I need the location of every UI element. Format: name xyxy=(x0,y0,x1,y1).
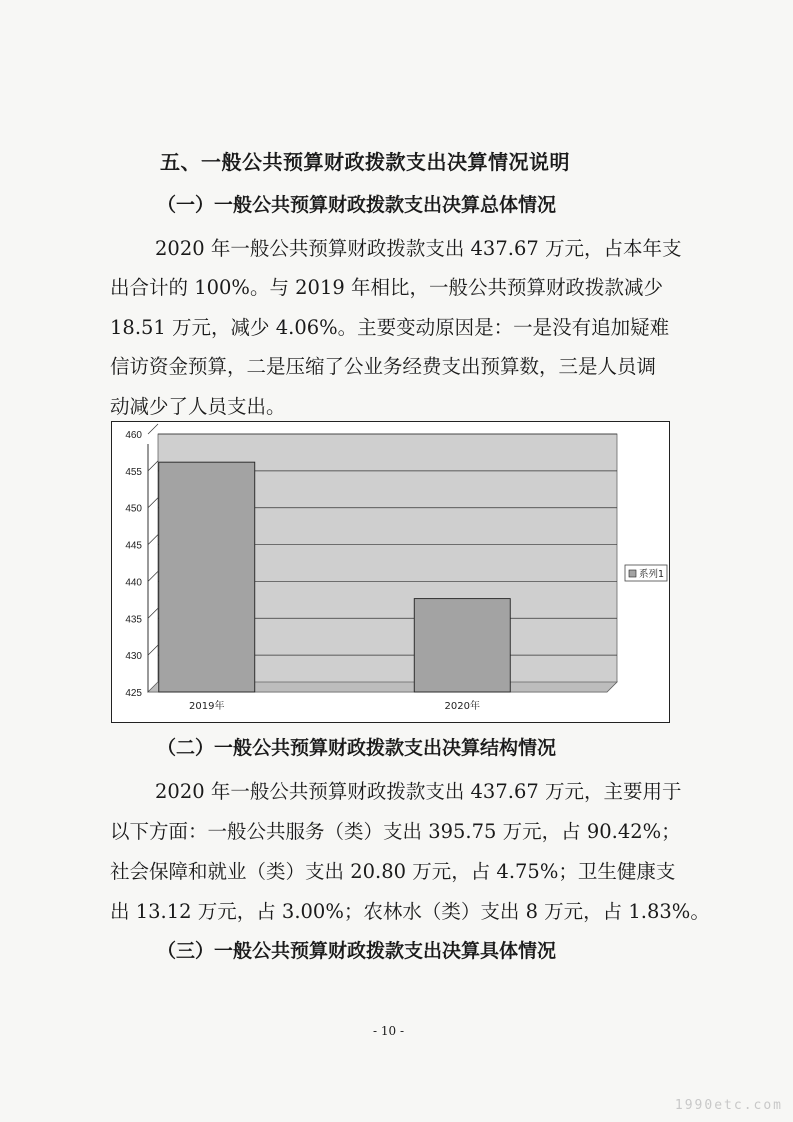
paragraph-line: 出 13.12 万元，占 3.00%；农林水（类）支出 8 万元，占 1.83%。 xyxy=(110,900,710,923)
bar xyxy=(414,599,510,692)
y-tick-label: 450 xyxy=(125,503,142,515)
y-tick-label: 435 xyxy=(125,614,142,626)
y-tick-label: 440 xyxy=(125,577,142,589)
legend-label: 系列1 xyxy=(639,569,665,580)
x-tick-label: 2019年 xyxy=(189,701,225,712)
bar xyxy=(159,462,255,692)
watermark: 1990etc.com xyxy=(674,1098,783,1113)
paragraph-line: 动减少了人员支出。 xyxy=(110,395,286,418)
y-tick-label: 425 xyxy=(125,688,142,699)
y-tick-label: 445 xyxy=(125,540,142,552)
legend-swatch xyxy=(629,570,636,577)
y-tick-label: 455 xyxy=(125,466,142,478)
paragraph-line: 18.51 万元，减少 4.06%。主要变动原因是：一是没有追加疑难 xyxy=(110,316,670,339)
gridline xyxy=(148,535,158,545)
expenditure-bar-chart xyxy=(111,421,670,723)
gridline xyxy=(148,571,158,581)
section-heading: 五、一般公共预算财政拨款支出决算情况说明 xyxy=(160,150,570,174)
gridline xyxy=(148,498,158,508)
paragraph-line: 出合计的 100%。与 2019 年相比，一般公共预算财政拨款减少 xyxy=(110,276,663,299)
gridline xyxy=(148,424,158,434)
page-number: - 10 - xyxy=(373,1024,405,1038)
y-tick-label: 430 xyxy=(125,651,142,663)
paragraph-line: 2020 年一般公共预算财政拨款支出 437.67 万元，占本年支 xyxy=(155,237,682,260)
paragraph-line: 社会保障和就业（类）支出 20.80 万元，占 4.75%；卫生健康支 xyxy=(110,860,676,883)
gridline xyxy=(148,645,158,655)
y-tick-label: 460 xyxy=(125,430,142,441)
chart-canvas xyxy=(112,422,669,722)
paragraph-line: 信访资金预算，二是压缩了公业务经费支出预算数，三是人员调 xyxy=(110,355,657,378)
subsection-3-title: （三）一般公共预算财政拨款支出决算具体情况 xyxy=(157,940,557,962)
subsection-2-title: （二）一般公共预算财政拨款支出决算结构情况 xyxy=(157,737,557,759)
subsection-1-title: （一）一般公共预算财政拨款支出决算总体情况 xyxy=(157,194,557,216)
gridline xyxy=(148,608,158,618)
x-tick-label: 2020年 xyxy=(444,701,480,712)
paragraph-line: 以下方面：一般公共服务（类）支出 395.75 万元，占 90.42%； xyxy=(110,820,681,843)
paragraph-line: 2020 年一般公共预算财政拨款支出 437.67 万元，主要用于 xyxy=(155,780,682,803)
gridline xyxy=(148,461,158,471)
